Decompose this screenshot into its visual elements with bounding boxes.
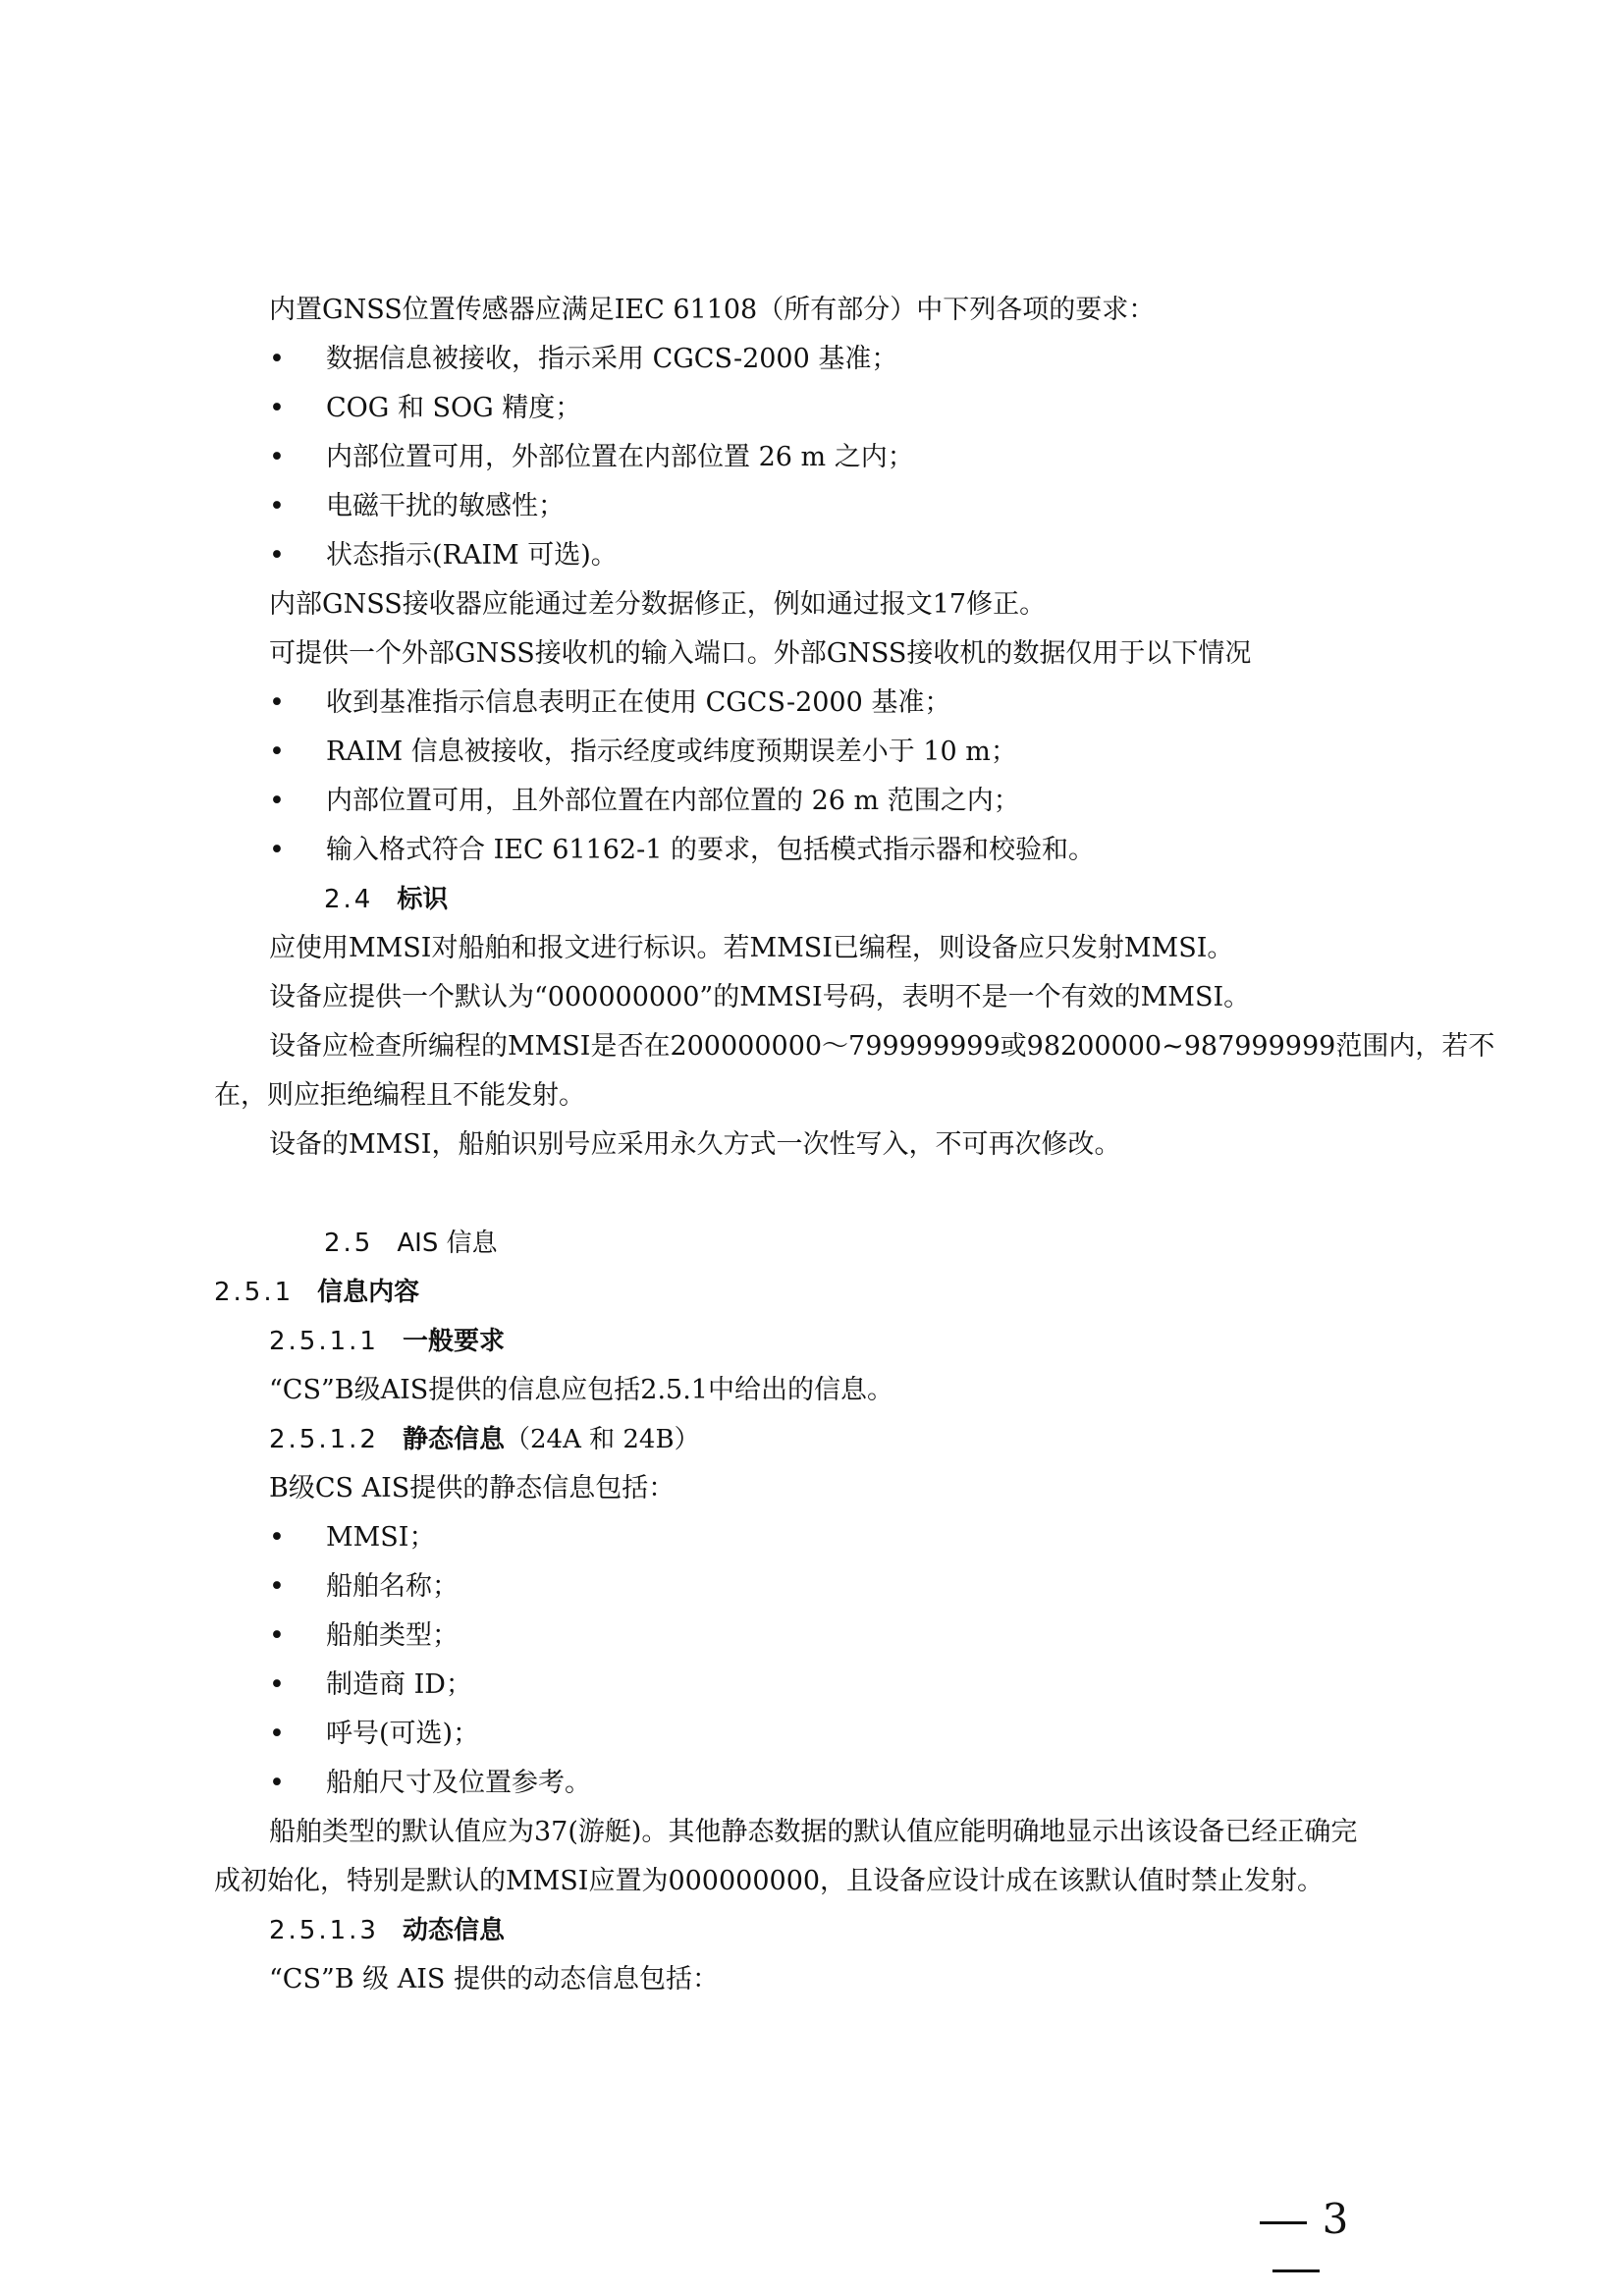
paragraph: “CS”B级AIS提供的信息应包括2.5.1中给出的信息。 — [269, 1375, 893, 1405]
paragraph: 设备的MMSI，船舶识别号应采用永久方式一次性写入，不可再次修改。 — [269, 1129, 1121, 1160]
dash-decoration — [1260, 2221, 1307, 2224]
bullet-icon: • — [269, 1571, 285, 1602]
bullet-icon: • — [269, 540, 285, 571]
section-heading-2-5-1-3: 2.5.1.3 动态信息 — [269, 1916, 505, 1945]
bullet-icon: • — [269, 1620, 285, 1651]
page-number: 3 — [1217, 2195, 1375, 2291]
bullet-icon: • — [269, 1522, 285, 1553]
dash-decoration — [1272, 2269, 1320, 2272]
gnss-correction: 内部GNSS接收器应能通过差分数据修正，例如通过报文17修正。 — [269, 589, 1047, 620]
section-heading-2-5: 2.5 AIS 信息 — [324, 1229, 498, 1258]
section-heading-2-5-1: 2.5.1 信息内容 — [214, 1278, 420, 1307]
bullet-icon: • — [269, 835, 285, 865]
bullet-icon: • — [269, 393, 285, 423]
paragraph: 船舶类型的默认值应为37(游艇)。其他静态数据的默认值应能明确地显示出该设备已经正确完 — [269, 1817, 1358, 1847]
bullet-icon: • — [269, 687, 285, 718]
document-page: 内置GNSS位置传感器应满足IEC 61108（所有部分）中下列各项的要求： • 数据信息被接收，指示采用 CGCS-2000 基准； • COG 和 SOG 精度； • 内部位置可用，外部位置在内部位置 26 m 之内； • 电磁干扰的敏感性； • 状态指示(RAIM 可选)。 内部GNSS接收器应能通过差分数据修正，例如通过报文17修正。 可提供一个外部GNSS接收机的输入端口。外部GNSS接收机的数据仅用于以下情况 • 收到基准指示信息表明正在使用 CGCS-2000 基准； • RAIM 信息被接收，指示经度或纬度预期误差小于 10 m； • 内部位置可用，且外部位置在内部位置的 26 m 范围之内； • 输入格式符合 IEC 61162-1 的要求，包括模式指示器和校验和。 2.4 标识 应使用MMSI对船舶和报文进行标识。若MMSI已编程，则设备应只发射MMSI。 设备应提供一个默认为“000000000”的MMSI号码，表明不是一个有效的MMSI。 设备应检查所编程的MMSI是否在200000000～799999999或98200000~987999999范围内，若不 在，则应拒绝编程且不能发射。 设备的MMSI，船舶识别号应采用永久方式一次性写入，不可再次修改。 2.5 AIS 信息 2.5.1 信息内容 2.5.1.1 一般要求 “CS”B级AIS提供的信息应包括2.5.1中给出的信息。 2.5.1.2 静态信息（24A 和 24B） B级CS AIS提供的静态信息包括： • MMSI； • 船舶名称； • 船舶类型； • 制造商 ID； • 呼号(可选)； • 船舶尺寸及位置参考。 船舶类型的默认值应为37(游艇)。其他静态数据的默认值应能明确地显示出该设备已经正确完 成初始化，特别是默认的MMSI应置为000000000，且设备应设计成在该默认值时禁止发射。 2.5.1.3 动态信息 “CS”B 级 AIS 提供的动态信息包括： 3 — [0, 0, 1623, 2296]
section-heading-2-5-1-2: 2.5.1.2 静态信息（24A 和 24B） — [269, 1425, 700, 1454]
paragraph: 设备应提供一个默认为“000000000”的MMSI号码，表明不是一个有效的MMSI。 — [269, 982, 1251, 1012]
paragraph: 应使用MMSI对船舶和报文进行标识。若MMSI已编程，则设备应只发射MMSI。 — [269, 933, 1234, 963]
section-heading-2-5-1-1: 2.5.1.1 一般要求 — [269, 1327, 505, 1356]
gnss-external-port: 可提供一个外部GNSS接收机的输入端口。外部GNSS接收机的数据仅用于以下情况 — [269, 638, 1252, 669]
bullet-icon: • — [269, 786, 285, 816]
bullet-icon: • — [269, 344, 285, 374]
paragraph-continuation: 成初始化，特别是默认的MMSI应置为000000000，且设备应设计成在该默认值时禁止发射。 — [214, 1866, 1325, 1896]
section-heading-2-4: 2.4 标识 — [324, 885, 449, 914]
bullet-icon: • — [269, 442, 285, 472]
paragraph: B级CS AIS提供的静态信息包括： — [269, 1473, 676, 1503]
paragraph-continuation: 在，则应拒绝编程且不能发射。 — [214, 1080, 585, 1111]
gnss-intro: 内置GNSS位置传感器应满足IEC 61108（所有部分）中下列各项的要求： — [269, 295, 1156, 325]
bullet-icon: • — [269, 737, 285, 767]
bullet-icon: • — [269, 1719, 285, 1749]
paragraph: “CS”B 级 AIS 提供的动态信息包括： — [269, 1964, 720, 1995]
bullet-icon: • — [269, 491, 285, 521]
bullet-icon: • — [269, 1768, 285, 1798]
paragraph: 设备应检查所编程的MMSI是否在200000000～799999999或98200000~987999999范围内，若不 — [269, 1031, 1495, 1062]
bullet-icon: • — [269, 1669, 285, 1700]
